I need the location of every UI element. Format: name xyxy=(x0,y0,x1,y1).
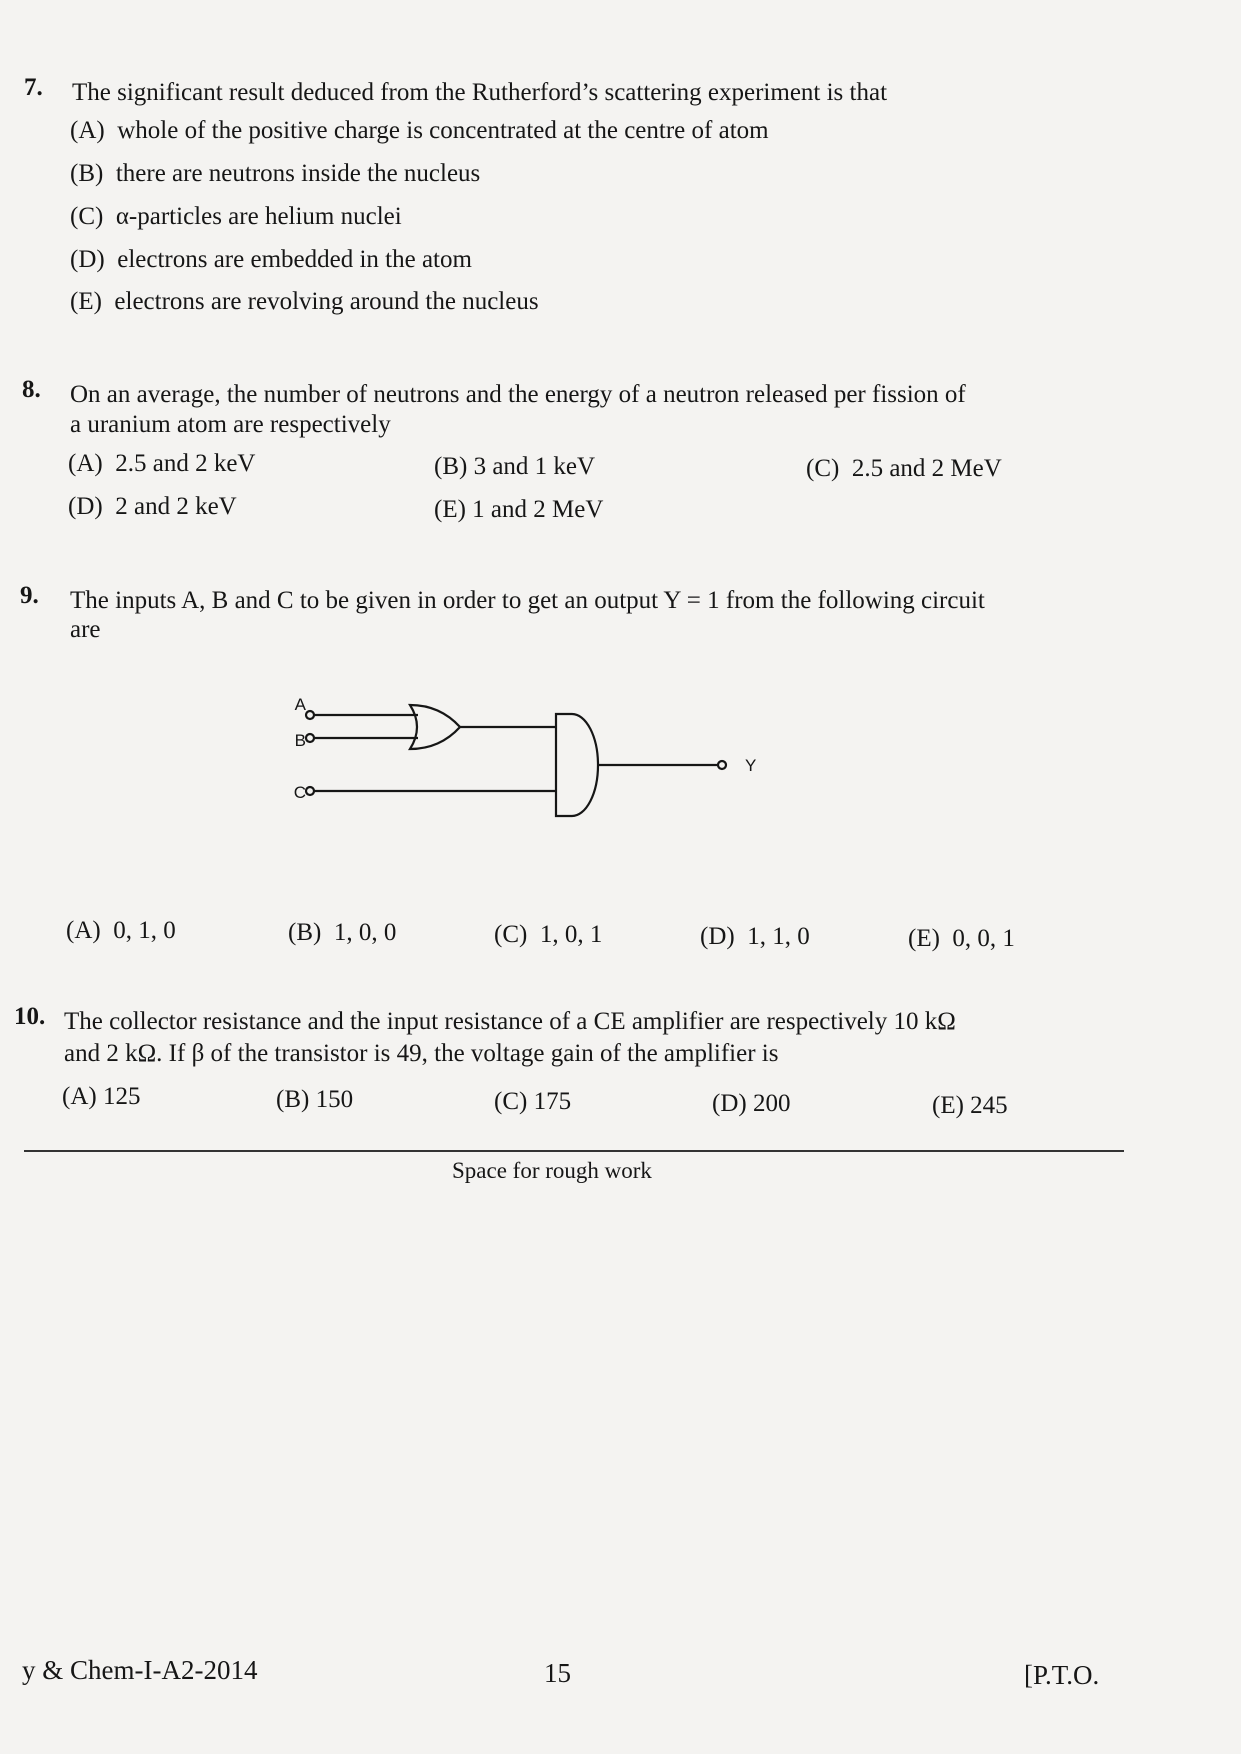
question-8-option-e xyxy=(434,496,603,524)
question-10-text-line1: The collector resistance and the input resistance of a CE amplifier are respectively 10 kΩ xyxy=(64,1008,956,1035)
question-9-number: 9. xyxy=(20,582,39,609)
option-label: (E) xyxy=(70,288,102,315)
question-8-text-line2: a uranium atom are respectively xyxy=(70,411,391,438)
option-label: (D) xyxy=(700,923,735,950)
option-text: whole of the positive charge is concentrated at the centre of atom xyxy=(117,117,769,144)
rough-work-label: Space for rough work xyxy=(452,1158,652,1183)
label-input-c: C xyxy=(293,783,306,802)
option-text: 0, 1, 0 xyxy=(113,917,176,944)
option-text: 1, 0, 0 xyxy=(333,919,397,946)
terminal-y xyxy=(718,761,726,769)
option-text: 0, 0, 1 xyxy=(952,925,1015,952)
question-9-option-d xyxy=(700,923,810,951)
question-10-option-d xyxy=(712,1090,790,1118)
option-label: (A) xyxy=(68,450,103,477)
option-label: (A) xyxy=(70,117,105,144)
option-text: 1 and 2 MeV xyxy=(472,496,604,523)
option-text: electrons are revolving around the nucleus xyxy=(114,288,539,315)
question-7-text: The significant result deduced from the Rutherford’s scattering experiment is that xyxy=(72,79,888,106)
question-8-option-c xyxy=(806,455,1002,483)
option-text: 245 xyxy=(970,1092,1008,1119)
question-7-option-e xyxy=(70,288,539,316)
option-text: there are neutrons inside the nucleus xyxy=(115,160,481,187)
question-10-option-c xyxy=(494,1088,571,1116)
option-label: (C) xyxy=(494,921,528,948)
question-10-option-a xyxy=(62,1083,140,1111)
or-gate xyxy=(410,705,460,749)
option-label: (E) xyxy=(932,1092,964,1119)
question-8-number: 8. xyxy=(22,376,41,403)
question-8-option-a xyxy=(68,450,255,478)
question-10-option-b xyxy=(276,1086,353,1114)
option-text: 200 xyxy=(752,1090,791,1117)
option-label: (B) xyxy=(70,160,104,187)
and-gate xyxy=(556,714,598,816)
option-label: (B) xyxy=(434,453,468,480)
question-9-option-c xyxy=(494,921,602,949)
option-label: (C) xyxy=(806,455,840,482)
question-10-number: 10. xyxy=(14,1003,46,1030)
question-10-text-line2: and 2 kΩ. If β of the transistor is 49, the voltage gain of the amplifier is xyxy=(64,1040,779,1067)
terminal-a xyxy=(306,711,314,719)
question-7-option-b xyxy=(70,160,480,188)
question-7-number: 7. xyxy=(24,74,43,101)
footer-code: y & Chem-I-A2-2014 xyxy=(22,1655,258,1685)
option-text: electrons are embedded in the atom xyxy=(117,246,472,273)
question-10-option-e xyxy=(932,1092,1008,1120)
question-9-option-a xyxy=(66,917,176,945)
pto-label: [P.T.O. xyxy=(1024,1660,1100,1690)
terminal-b xyxy=(306,734,314,742)
question-9-text-line1: The inputs A, B and C to be given in order to get an output Y = 1 from the following circuit xyxy=(70,587,985,614)
option-label: (D) xyxy=(70,246,105,273)
label-input-a: A xyxy=(294,695,306,714)
option-label: (B) xyxy=(276,1086,310,1113)
terminal-c xyxy=(306,787,314,795)
option-label: (C) xyxy=(494,1088,528,1115)
option-label: (C) xyxy=(70,203,104,230)
option-text: 1, 0, 1 xyxy=(539,921,603,948)
option-text: 150 xyxy=(315,1086,354,1113)
question-7-option-c xyxy=(70,203,402,231)
option-label: (E) xyxy=(908,925,940,952)
option-text: 2 and 2 keV xyxy=(115,493,237,520)
separator-line xyxy=(24,1150,1124,1152)
option-text: 175 xyxy=(533,1088,572,1115)
question-7-option-d xyxy=(70,246,472,274)
option-text: 1, 1, 0 xyxy=(747,923,810,950)
option-label: (D) xyxy=(68,493,103,520)
option-label: (A) xyxy=(62,1083,97,1110)
option-text: α-particles are helium nuclei xyxy=(115,203,402,230)
question-8-option-d xyxy=(68,493,237,521)
question-8-option-b xyxy=(434,453,595,481)
question-8-text-line1: On an average, the number of neutrons and the energy of a neutron released per fission of xyxy=(70,381,966,408)
option-text: 2.5 and 2 keV xyxy=(115,450,256,477)
question-9-option-b xyxy=(288,919,396,947)
question-9-option-e xyxy=(908,925,1015,953)
option-text: 125 xyxy=(102,1083,141,1110)
logic-circuit-diagram xyxy=(290,690,770,840)
label-input-b: B xyxy=(294,731,306,750)
option-text: 3 and 1 keV xyxy=(473,453,596,480)
option-label: (E) xyxy=(434,496,466,523)
option-label: (A) xyxy=(66,917,101,944)
option-label: (B) xyxy=(288,919,322,946)
label-output-y: Y xyxy=(745,756,757,775)
page-number: 15 xyxy=(544,1658,571,1688)
option-text: 2.5 and 2 MeV xyxy=(851,455,1002,482)
option-label: (D) xyxy=(712,1090,747,1117)
question-9-text-line2: are xyxy=(70,616,101,643)
question-7-option-a xyxy=(70,117,769,145)
